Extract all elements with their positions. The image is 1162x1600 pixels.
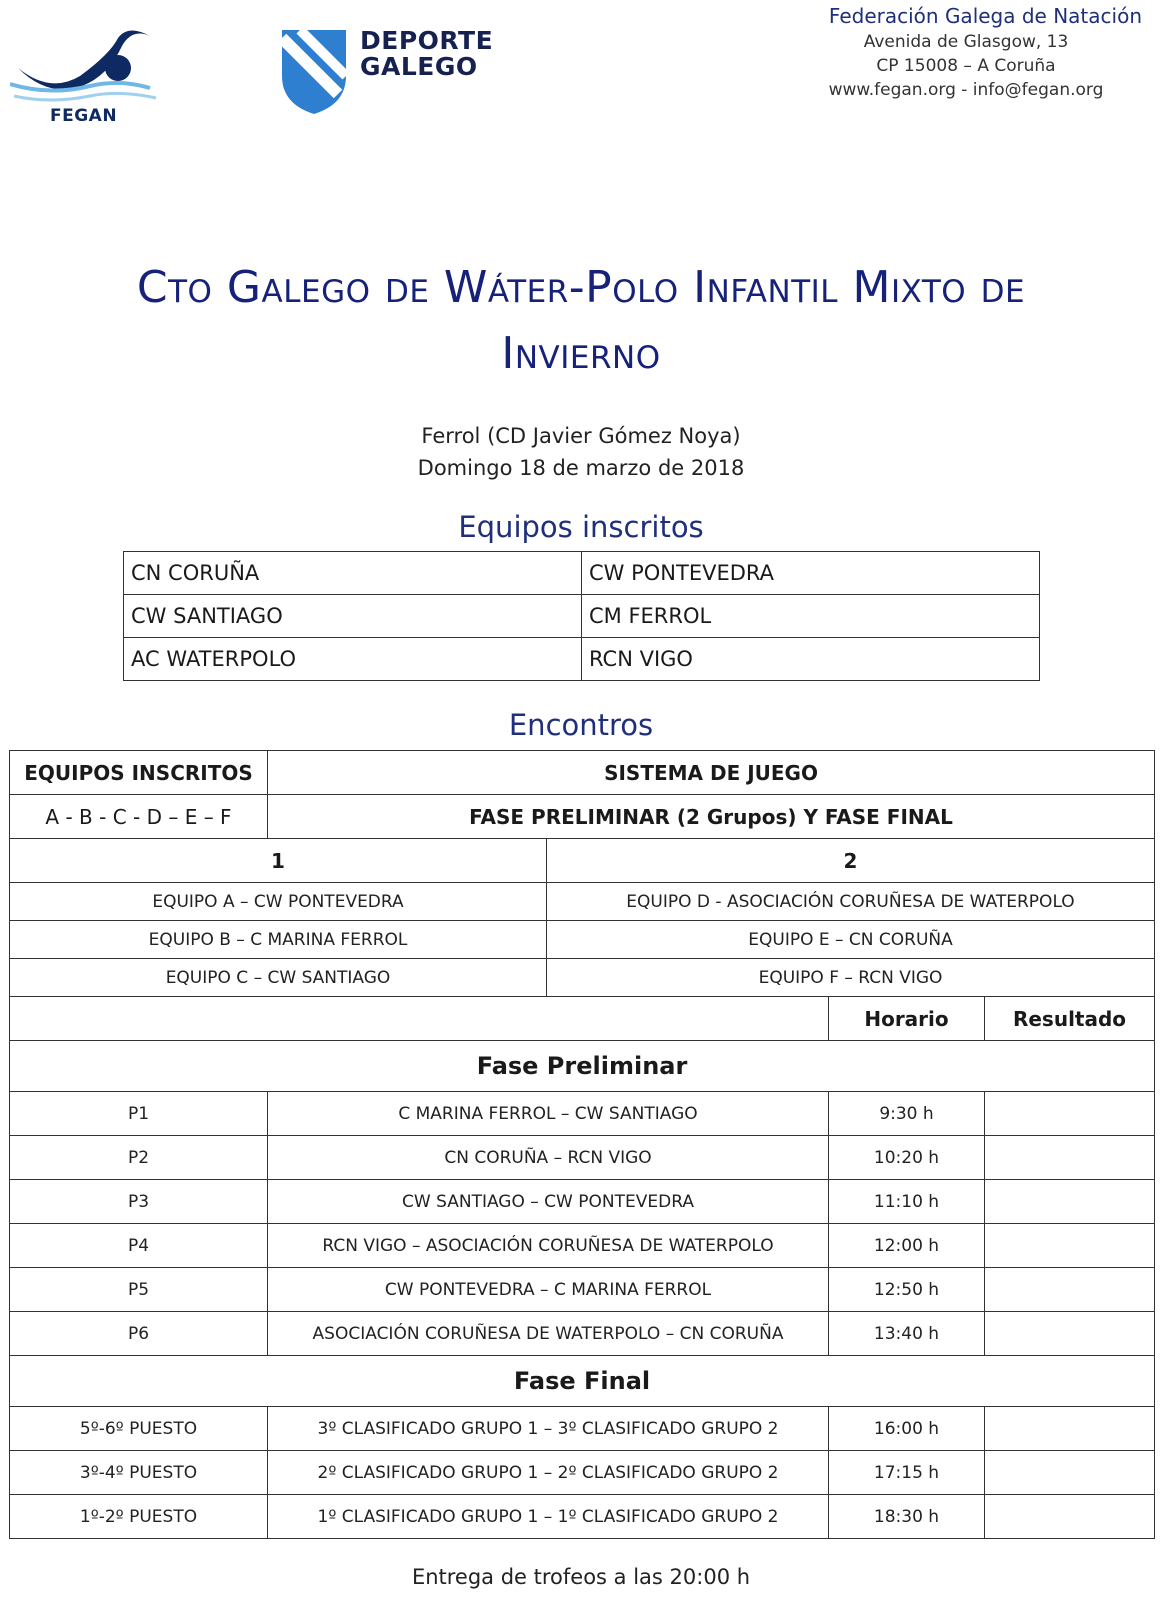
match-time: 10:20 h (829, 1136, 985, 1180)
match-time: 18:30 h (829, 1495, 985, 1539)
match-time: 11:10 h (829, 1180, 985, 1224)
match-row (10, 1136, 1155, 1180)
equipos-table (123, 551, 1040, 681)
team-cell: CN CORUÑA (124, 552, 582, 595)
match-teams: CN CORUÑA – RCN VIGO (268, 1136, 829, 1180)
table-row (10, 959, 1155, 997)
equipos-heading: Equipos inscritos (458, 510, 704, 544)
encontros-heading: Encontros (508, 708, 654, 742)
match-result (985, 1268, 1155, 1312)
title-line-1: Cto Galego de Wáter-Polo Infantil Mixto de (136, 262, 1026, 313)
footer-note: Entrega de trofeos a las 20:00 h (411, 1565, 751, 1589)
match-result (985, 1136, 1155, 1180)
match-teams: 2º CLASIFICADO GRUPO 1 – 2º CLASIFICADO GRUPO 2 (268, 1451, 829, 1495)
group-2-header: 2 (547, 839, 1155, 883)
equipos-letters: A - B - C - D – E – F (10, 795, 268, 839)
match-id: P5 (10, 1268, 268, 1312)
table-row (10, 751, 1155, 795)
group-2-team: EQUIPO E – CN CORUÑA (547, 921, 1155, 959)
group-1-team: EQUIPO C – CW SANTIAGO (10, 959, 547, 997)
swimmer-icon (10, 24, 165, 109)
federation-contact: www.fegan.org - info@fegan.org (828, 80, 1104, 100)
sistema-value: FASE PRELIMINAR (2 Grupos) Y FASE FINAL (268, 795, 1155, 839)
fegan-logo (10, 24, 165, 134)
match-result (985, 1312, 1155, 1356)
event-date: Domingo 18 de marzo de 2018 (417, 456, 745, 480)
match-row (10, 1312, 1155, 1356)
table-row (10, 997, 1155, 1041)
match-result (985, 1180, 1155, 1224)
match-id: P3 (10, 1180, 268, 1224)
col-horario-header: Horario (829, 997, 985, 1041)
match-id: P6 (10, 1312, 268, 1356)
table-row (124, 638, 1040, 681)
shield-icon (280, 28, 350, 116)
match-time: 9:30 h (829, 1092, 985, 1136)
match-id: P1 (10, 1092, 268, 1136)
table-row (10, 839, 1155, 883)
match-id: 5º-6º PUESTO (10, 1407, 268, 1451)
match-teams: 3º CLASIFICADO GRUPO 1 – 3º CLASIFICADO GRUPO 2 (268, 1407, 829, 1451)
table-row (124, 595, 1040, 638)
title-line-2: Invierno (501, 328, 661, 379)
match-id: 3º-4º PUESTO (10, 1451, 268, 1495)
match-row (10, 1407, 1155, 1451)
table-row (10, 795, 1155, 839)
match-teams: ASOCIACIÓN CORUÑESA DE WATERPOLO – CN CORUÑA (268, 1312, 829, 1356)
match-teams: RCN VIGO – ASOCIACIÓN CORUÑESA DE WATERPOLO (268, 1224, 829, 1268)
match-result (985, 1092, 1155, 1136)
match-id: P2 (10, 1136, 268, 1180)
match-teams: CW SANTIAGO – CW PONTEVEDRA (268, 1180, 829, 1224)
table-row (10, 883, 1155, 921)
page-title (60, 255, 1102, 387)
match-time: 12:50 h (829, 1268, 985, 1312)
galego-text: GALEGO (360, 52, 478, 81)
fase-final-heading: Fase Final (10, 1356, 1155, 1407)
match-row (10, 1495, 1155, 1539)
match-time: 16:00 h (829, 1407, 985, 1451)
team-cell: CW PONTEVEDRA (582, 552, 1040, 595)
col-sistema-header: SISTEMA DE JUEGO (268, 751, 1155, 795)
match-result (985, 1224, 1155, 1268)
deporte-galego-logo (280, 28, 510, 118)
federation-address: Avenida de Glasgow, 13 (863, 32, 1069, 52)
fegan-logo-text: FEGAN (50, 106, 118, 126)
match-row (10, 1224, 1155, 1268)
encontros-table (9, 750, 1155, 1539)
federation-name: Federación Galega de Natación (828, 4, 1142, 28)
group-2-team: EQUIPO F – RCN VIGO (547, 959, 1155, 997)
group-1-team: EQUIPO A – CW PONTEVEDRA (10, 883, 547, 921)
fase-preliminar-heading: Fase Preliminar (10, 1041, 1155, 1092)
venue: Ferrol (CD Javier Gómez Noya) (421, 424, 741, 448)
match-teams: 1º CLASIFICADO GRUPO 1 – 1º CLASIFICADO GRUPO 2 (268, 1495, 829, 1539)
team-cell: CW SANTIAGO (124, 595, 582, 638)
group-1-header: 1 (10, 839, 547, 883)
team-cell: RCN VIGO (582, 638, 1040, 681)
match-row (10, 1451, 1155, 1495)
deporte-text: DEPORTE (360, 26, 494, 55)
col-resultado-header: Resultado (985, 997, 1155, 1041)
group-1-team: EQUIPO B – C MARINA FERROL (10, 921, 547, 959)
team-cell: CM FERROL (582, 595, 1040, 638)
match-result (985, 1495, 1155, 1539)
table-row (10, 1041, 1155, 1092)
match-id: P4 (10, 1224, 268, 1268)
team-cell: AC WATERPOLO (124, 638, 582, 681)
federation-postal: CP 15008 – A Coruña (876, 56, 1056, 76)
match-teams: CW PONTEVEDRA – C MARINA FERROL (268, 1268, 829, 1312)
table-row (10, 921, 1155, 959)
match-time: 13:40 h (829, 1312, 985, 1356)
col-equipos-header: EQUIPOS INSCRITOS (10, 751, 268, 795)
match-time: 12:00 h (829, 1224, 985, 1268)
match-result (985, 1407, 1155, 1451)
match-row (10, 1268, 1155, 1312)
match-result (985, 1451, 1155, 1495)
match-time: 17:15 h (829, 1451, 985, 1495)
group-2-team: EQUIPO D - ASOCIACIÓN CORUÑESA DE WATERPOLO (547, 883, 1155, 921)
blank-cell (10, 997, 829, 1041)
table-row (124, 552, 1040, 595)
federation-info (726, 2, 1146, 102)
table-row (10, 1356, 1155, 1407)
match-row (10, 1180, 1155, 1224)
match-id: 1º-2º PUESTO (10, 1495, 268, 1539)
match-row (10, 1092, 1155, 1136)
match-teams: C MARINA FERROL – CW SANTIAGO (268, 1092, 829, 1136)
